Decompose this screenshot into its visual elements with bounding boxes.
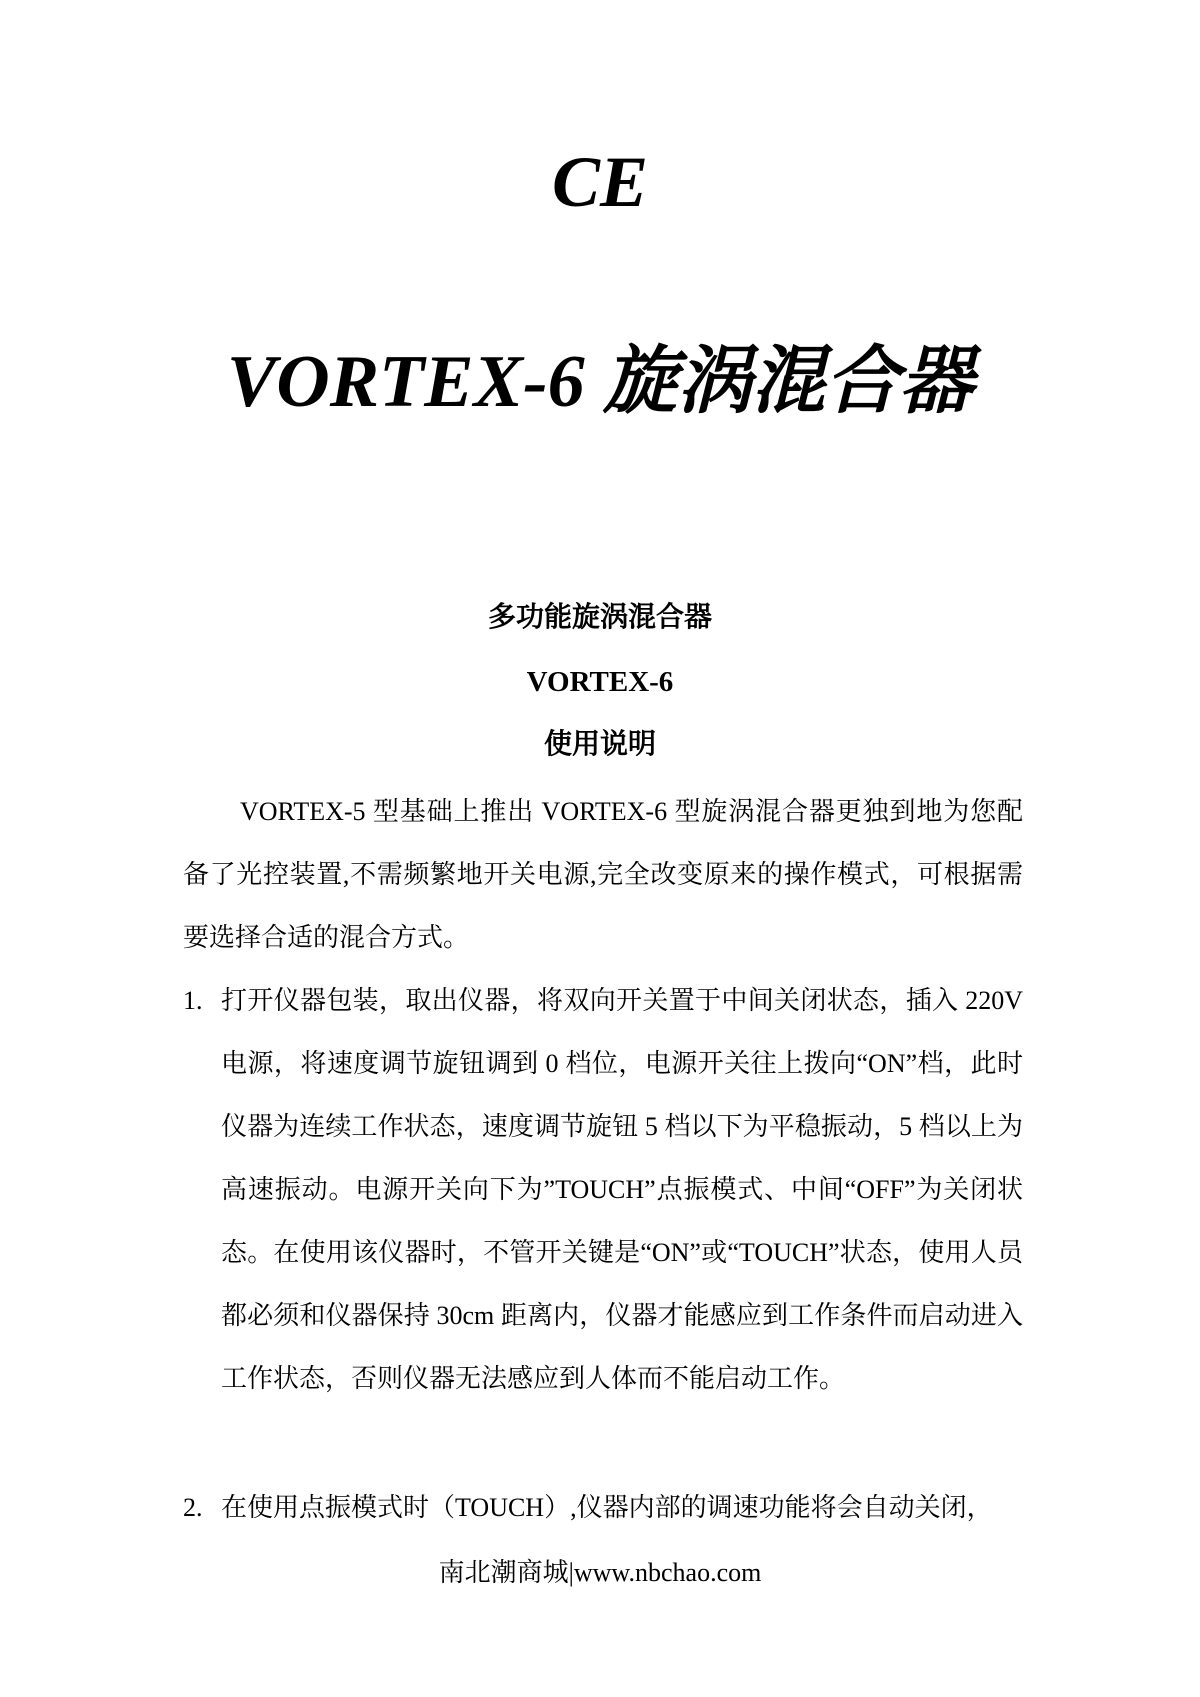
page-footer: 南北潮商城|www.nbchao.com (438, 1558, 762, 1587)
instruction-text: 打开仪器包装，取出仪器，将双向开关置于中间关闭状态，插入 220V 电源，将速度调节旋钮调到 0 档位，电源开关往上拨向“ON”档，此时仪器为连续工作状态，速度调节旋钮 5 档以下为平稳振动，5 档以上为高速振动。电源开关向下为”TOUCH”点振模式、中间“OFF”为关闭状态。在使用该仪器时，不管开关键是“ON”或“TOUCH”状态，使用人员都必须和仪器保持 30cm 距离内，仪器才能感应到工作条件而启动进入工作状态，否则仪器无法感应到人体而不能启动工作。 (221, 986, 1023, 1393)
instruction-list-continued (183, 1476, 1023, 1539)
subtitle-manual: 使用说明 (543, 727, 656, 760)
subtitle-product-type: 多功能旋涡混合器 (487, 600, 712, 633)
instruction-item (183, 969, 1023, 1410)
instruction-number: 1. (183, 986, 203, 1015)
instruction-text: 在使用点振模式时（TOUCH）,仪器内部的调速功能将会自动关闭， (221, 1493, 993, 1522)
subtitle-model: VORTEX-6 (526, 666, 674, 698)
document-title: VORTEX-6 旋涡混合器 (226, 341, 974, 423)
instruction-number: 2. (183, 1493, 203, 1522)
ce-mark: CE (551, 142, 649, 222)
instruction-list (183, 969, 1023, 1410)
intro-paragraph: VORTEX-5 型基础上推出 VORTEX-6 型旋涡混合器更独到地为您配备了光控装置,不需频繁地开关电源,完全改变原来的操作模式，可根据需要选择合适的混合方式。 (183, 797, 1023, 952)
instruction-item (183, 1476, 1023, 1539)
